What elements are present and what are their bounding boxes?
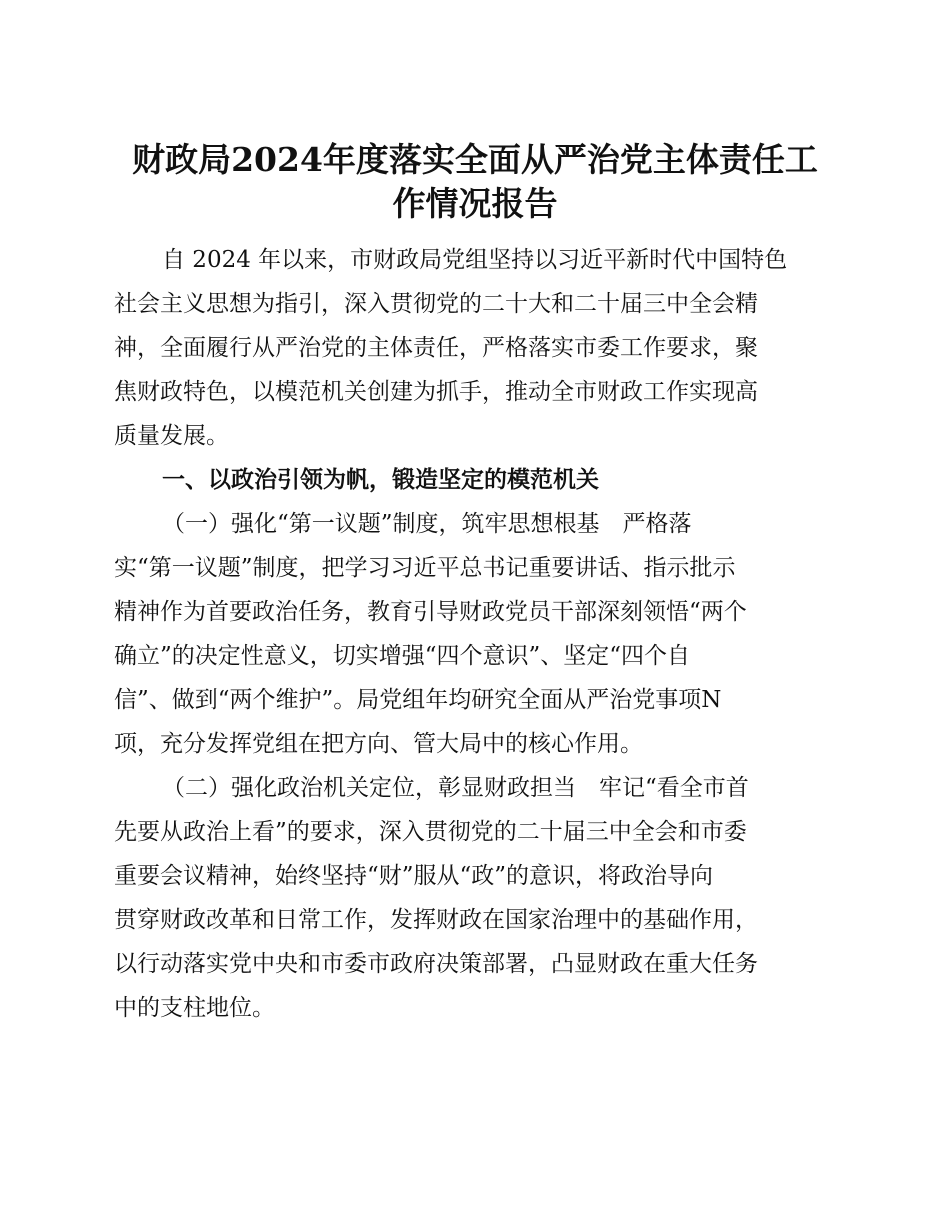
intro-line-1: 自 2024 年以来，市财政局党组坚持以习近平新时代中国特色 [162, 247, 788, 273]
section-1-heading: 一、以政治引领为帆，锻造坚定的模范机关 [162, 467, 599, 493]
paragraph-1-line-3: 精神作为首要政治任务，教育引导财政党员干部深刻领悟“两个 [114, 599, 747, 625]
intro-line-2: 社会主义思想为指引，深入贯彻党的二十大和二十届三中全会精 [114, 291, 758, 317]
paragraph-1-line-5: 信”、做到“两个维护”。局党组年均研究全面从严治党事项N [114, 687, 722, 713]
paragraph-1-line-1: （一）强化“第一议题”制度，筑牢思想根基 严格落 [162, 511, 692, 537]
document-title-line-1: 财政局2024年度落实全面从严治党主体责任工 [132, 140, 818, 179]
paragraph-2-line-6: 中的支柱地位。 [114, 995, 275, 1021]
paragraph-1-line-6: 项，充分发挥党组在把方向、管大局中的核心作用。 [114, 731, 643, 757]
paragraph-1-line-2: 实“第一议题”制度，把学习习近平总书记重要讲话、指示批示 [114, 555, 736, 581]
intro-line-3: 神，全面履行从严治党的主体责任，严格落实市委工作要求，聚 [114, 335, 758, 361]
paragraph-2-line-5: 以行动落实党中央和市委市政府决策部署，凸显财政在重大任务 [114, 951, 758, 977]
paragraph-2-line-4: 贯穿财政改革和日常工作，发挥财政在国家治理中的基础作用， [114, 907, 758, 933]
paragraph-2-line-1: （二）强化政治机关定位，彰显财政担当 牢记“看全市首 [162, 775, 749, 801]
paragraph-1-line-4: 确立”的决定性意义，切实增强“四个意识”、坚定“四个自 [114, 643, 691, 669]
intro-line-5: 质量发展。 [114, 423, 229, 449]
paragraph-2-line-2: 先要从政治上看”的要求，深入贯彻党的二十届三中全会和市委 [114, 819, 747, 845]
document-title-line-2: 作情况报告 [392, 184, 558, 223]
paragraph-2-line-3: 重要会议精神，始终坚持“财”服从“政”的意识，将政治导向 [114, 863, 714, 889]
intro-line-4: 焦财政特色，以模范机关创建为抓手，推动全市财政工作实现高 [114, 379, 758, 405]
